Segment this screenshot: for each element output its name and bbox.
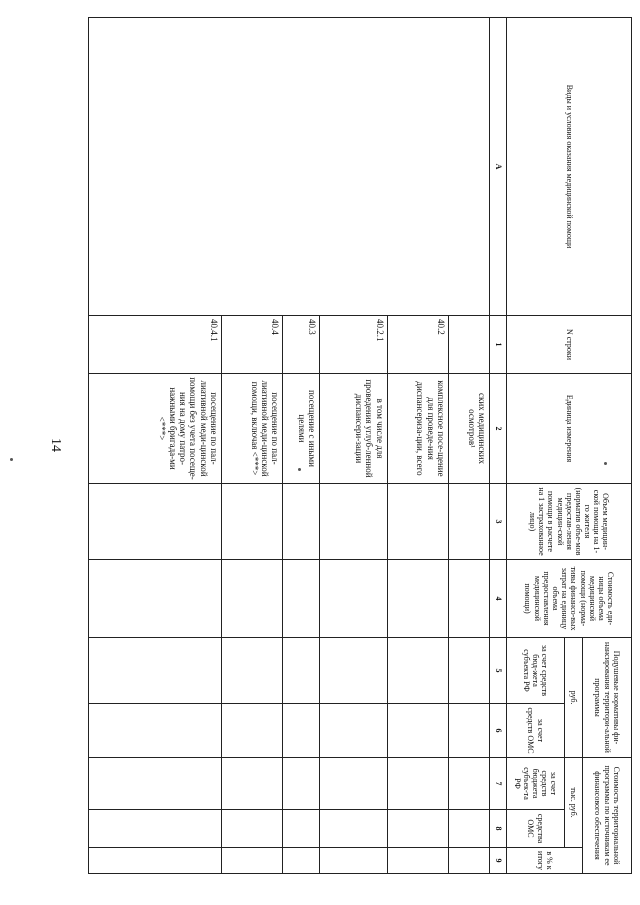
empty-cell <box>89 848 222 874</box>
empty-cell <box>320 810 387 848</box>
row-code: 40.2 <box>387 316 448 374</box>
header-group-cost: Стоимость территориальной программы по источникам ее финансового обеспечения <box>582 758 631 874</box>
header-row-no: N строки <box>507 316 632 374</box>
row-code: 40.2.1 <box>320 316 387 374</box>
empty-cell <box>387 758 448 810</box>
empty-cell <box>320 848 387 874</box>
header-percent: в % к итогу <box>507 848 583 874</box>
empty-cell <box>222 484 283 560</box>
scan-speck <box>298 468 301 471</box>
header-budget-thous: за счет средств бюджета субъек-та РФ <box>507 758 564 810</box>
empty-cell <box>89 638 222 704</box>
empty-cell <box>320 704 387 758</box>
row-unit: посещение с иными целями <box>283 374 320 484</box>
column-number: А <box>489 18 506 316</box>
header-oms-rub: за счет средств ОМС <box>507 704 564 758</box>
row-unit: в том числе для проведения углуб-ленной диспансери-зации <box>320 374 387 484</box>
row-code <box>449 316 490 374</box>
column-number: 6 <box>489 704 506 758</box>
row-code: 40.3 <box>283 316 320 374</box>
header-budget-rub: за счет средств бюд-жета субъекта РФ <box>507 638 564 704</box>
empty-cell <box>320 484 387 560</box>
empty-cell <box>283 758 320 810</box>
table-wrapper <box>88 17 632 873</box>
column-number: 5 <box>489 638 506 704</box>
empty-cell <box>89 484 222 560</box>
empty-cell <box>449 484 490 560</box>
empty-cell <box>89 810 222 848</box>
empty-cell <box>449 704 490 758</box>
page-number: 14 <box>48 438 63 452</box>
empty-cell <box>387 848 448 874</box>
empty-cell <box>283 810 320 848</box>
empty-cell <box>283 638 320 704</box>
empty-cell <box>320 560 387 638</box>
header-cost-unit: тыс. руб. <box>564 758 582 848</box>
empty-cell <box>222 704 283 758</box>
empty-cell <box>222 810 283 848</box>
empty-cell <box>283 704 320 758</box>
empty-cell <box>222 560 283 638</box>
column-number-row <box>489 18 506 874</box>
row-unit: комплексное посе-щение для проведе-ния диспансериза-ции, всего <box>387 374 448 484</box>
empty-cell <box>387 704 448 758</box>
empty-cell <box>89 704 222 758</box>
empty-cell <box>449 810 490 848</box>
header-group-norms: Подушевые нормативы фи-нансирования территори-альной программы <box>582 638 631 758</box>
empty-cell <box>449 560 490 638</box>
column-number: 9 <box>489 848 506 874</box>
header-oms-thous: средства ОМС <box>507 810 564 848</box>
empty-cell <box>89 560 222 638</box>
empty-cell <box>89 758 222 810</box>
row-unit: посещение по пал-лиативной меди-цинской помощи, включая <***> <box>222 374 283 484</box>
header-unit: Единица измерения <box>507 374 632 484</box>
empty-cell <box>222 758 283 810</box>
header-norms-unit: руб. <box>564 638 582 758</box>
kind-cell <box>89 18 490 316</box>
rotated-table <box>88 17 632 873</box>
empty-cell <box>449 848 490 874</box>
healthcare-program-table <box>88 17 632 874</box>
row-unit: посещение по пал-лиативной меди-цинской помощи без учета посеще-ния на дому патро-нажными бригада-ми <***> <box>89 374 222 484</box>
table-row <box>449 18 490 874</box>
empty-cell <box>449 758 490 810</box>
empty-cell <box>222 638 283 704</box>
scan-speck <box>10 458 13 461</box>
column-number: 8 <box>489 810 506 848</box>
empty-cell <box>387 810 448 848</box>
empty-cell <box>283 484 320 560</box>
empty-cell <box>320 758 387 810</box>
column-number: 2 <box>489 374 506 484</box>
empty-cell <box>387 560 448 638</box>
empty-cell <box>320 638 387 704</box>
empty-cell <box>387 484 448 560</box>
column-number: 1 <box>489 316 506 374</box>
column-number: 4 <box>489 560 506 638</box>
header-kind: Виды и условия оказания медицинской помощи <box>507 18 632 316</box>
column-number: 3 <box>489 484 506 560</box>
empty-cell <box>283 848 320 874</box>
row-unit: ских медицинских осмотров¹ <box>449 374 490 484</box>
scan-speck <box>604 462 607 465</box>
column-number: 7 <box>489 758 506 810</box>
row-code: 40.4.1 <box>89 316 222 374</box>
header-volume: Объем медицин-ской помощи на 1-го жителя (норматив объе-мов предостав-ления медицин-ской помощи в расчете на 1 застрахованное лицо) <box>507 484 632 560</box>
empty-cell <box>283 560 320 638</box>
empty-cell <box>449 638 490 704</box>
empty-cell <box>387 638 448 704</box>
header-cost: Стоимость еди-ницы объема медицинской помощи (норма-тивы финансо-вых затрат на единицу объема предоставления медицинской помощи) <box>507 560 632 638</box>
empty-cell <box>222 848 283 874</box>
row-code: 40.4 <box>222 316 283 374</box>
